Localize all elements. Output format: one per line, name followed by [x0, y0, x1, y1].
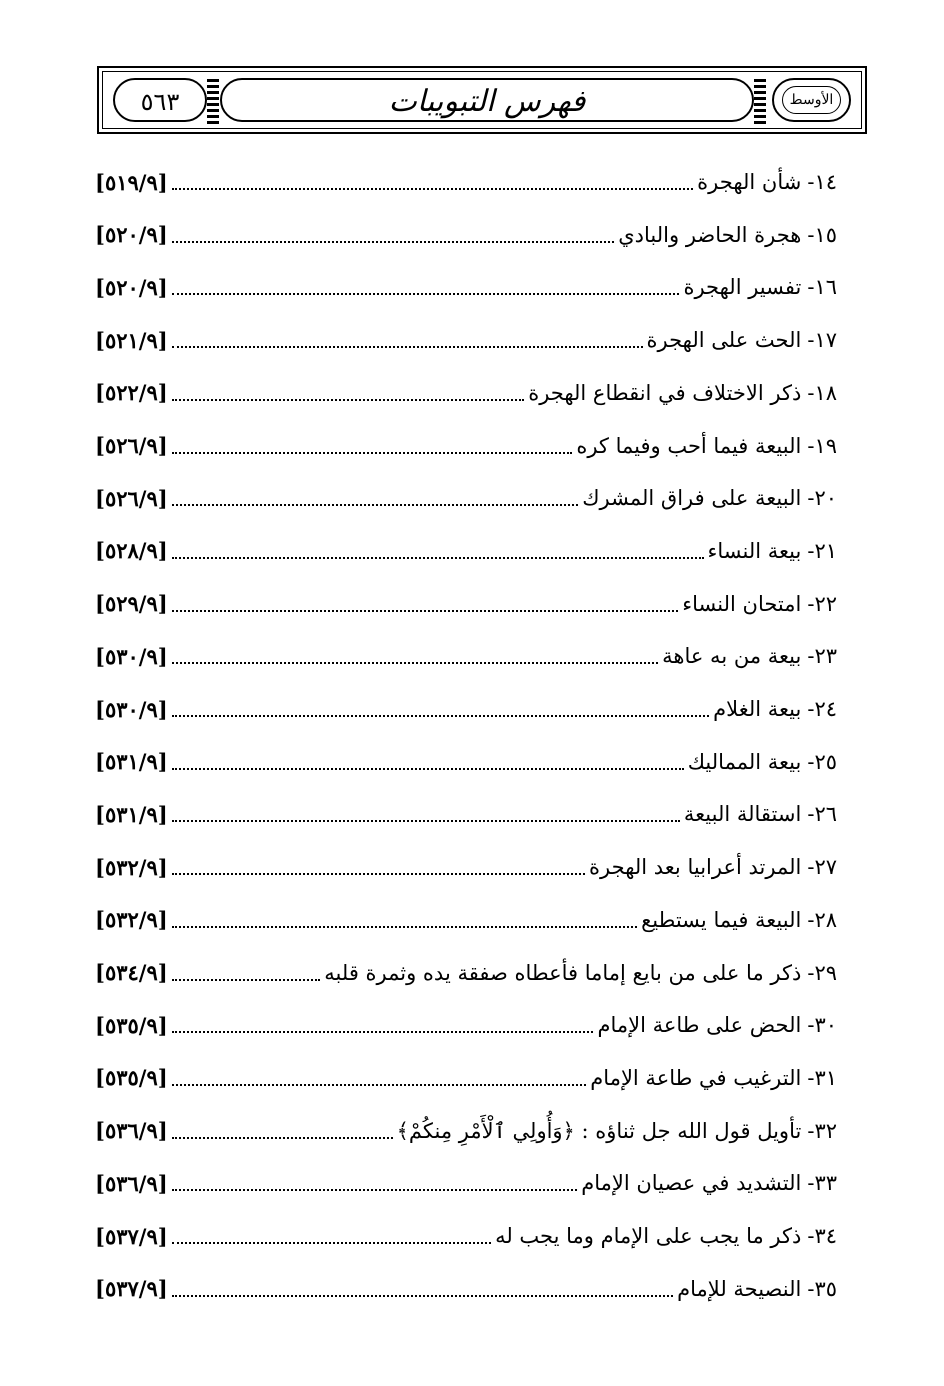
ornament-divider-right	[754, 76, 766, 124]
toc-entry	[95, 587, 837, 621]
entry-number: ٢٨-	[807, 907, 837, 932]
dot-leader	[172, 768, 684, 770]
entry-number: ٢٦-	[807, 802, 837, 827]
logo-cartouche	[772, 78, 851, 122]
entry-title: ذكر الاختلاف في انقطاع الهجرة	[528, 380, 802, 405]
entry-number: ١٦-	[807, 275, 837, 300]
running-title: فهرس التبويبات	[388, 84, 586, 119]
toc-entry	[95, 534, 837, 568]
toc-entry	[95, 745, 837, 779]
dot-leader	[172, 979, 321, 981]
dot-leader	[172, 926, 637, 928]
entry-title: البيعة على فراق المشرك	[582, 486, 802, 511]
page-number: ٥٦٣	[140, 88, 180, 116]
entry-reference: [٥٣٠/٩]	[95, 643, 168, 669]
entry-reference: [٥٢٠/٩]	[95, 274, 168, 300]
toc-entry	[95, 1008, 837, 1042]
page-header	[97, 66, 867, 134]
entry-number: ٢٥-	[807, 749, 837, 774]
dot-leader	[172, 820, 680, 822]
entry-title: المرتد أعرابيا بعد الهجرة	[589, 855, 802, 880]
entry-reference: [٥٣٢/٩]	[95, 854, 168, 880]
entry-title: شأن الهجرة	[697, 170, 802, 194]
toc-entry	[95, 797, 837, 831]
page-number-cartouche	[113, 78, 207, 122]
title-cartouche	[220, 78, 754, 122]
entry-title: البيعة فيما أحب وفيما كره	[576, 433, 802, 458]
entry-reference: [٥٢٠/٩]	[95, 222, 168, 248]
entry-number: ٣٠-	[807, 1013, 837, 1038]
ornament-divider-left	[207, 76, 219, 124]
toc-entry	[95, 639, 837, 673]
entry-reference: [٥٣٥/٩]	[95, 1012, 168, 1038]
dot-leader	[172, 610, 679, 612]
dot-leader	[172, 557, 704, 559]
entry-reference: [٥١٩/٩]	[95, 169, 168, 195]
entry-title: تأويل قول الله جل ثناؤه : ﴿وَأُولِي ٱلْأَمْرِ مِنكُمْ﴾	[396, 1118, 802, 1143]
entry-title: الترغيب في طاعة الإمام	[590, 1065, 802, 1090]
toc-entry	[95, 850, 837, 884]
dot-leader	[172, 1242, 491, 1244]
entry-reference: [٥٢٦/٩]	[95, 433, 168, 458]
entry-number: ٢٢-	[807, 591, 837, 616]
toc-entry	[95, 1114, 837, 1148]
header-inner-frame	[102, 71, 862, 129]
entry-reference: [٥٣١/٩]	[95, 749, 168, 775]
entry-number: ١٤-	[807, 170, 837, 194]
entry-reference: [٥٣٢/٩]	[95, 907, 168, 933]
toc-entry	[95, 376, 837, 410]
entry-reference: [٥٢٦/٩]	[95, 485, 168, 511]
entry-number: ٢٧-	[807, 855, 837, 880]
toc-entry	[95, 165, 837, 199]
dot-leader	[172, 452, 573, 454]
dot-leader	[172, 662, 658, 664]
toc-entry	[95, 270, 837, 304]
entry-reference: [٥٣٧/٩]	[95, 1223, 168, 1249]
entry-number: ٢٩-	[807, 960, 837, 985]
entry-number: ١٧-	[807, 328, 837, 353]
toc-entry	[95, 1061, 837, 1095]
dot-leader	[172, 399, 525, 401]
dot-leader	[172, 1084, 587, 1086]
entry-reference: [٥٢٩/٩]	[95, 591, 168, 617]
dot-leader	[172, 188, 694, 190]
entry-reference: [٥٣٥/٩]	[95, 1065, 168, 1091]
entry-reference: [٥٣١/٩]	[95, 801, 168, 827]
entry-title: بيعة النساء	[707, 538, 802, 563]
toc-entry	[95, 323, 837, 357]
entry-number: ٢٠-	[807, 486, 837, 511]
entry-title: بيعة الغلام	[713, 697, 802, 721]
entry-number: ٣٤-	[807, 1224, 837, 1248]
entry-title: ذكر ما على من بايع إماما فأعطاه صفقة يده وثمرة قلبه	[324, 960, 802, 985]
entry-number: ٢٣-	[807, 644, 837, 669]
entry-reference: [٥٢٨/٩]	[95, 538, 168, 564]
entry-number: ٣٢-	[807, 1118, 837, 1143]
dot-leader	[172, 504, 579, 506]
entry-title: بيعة المماليك	[687, 749, 802, 774]
entry-title: البيعة فيما يستطيع	[641, 907, 802, 932]
dot-leader	[172, 1137, 393, 1139]
dot-leader	[172, 241, 615, 243]
entry-reference: [٥٢١/٩]	[95, 327, 168, 353]
toc-entry	[95, 956, 837, 990]
dot-leader	[172, 715, 710, 717]
entry-reference: [٥٣٠/٩]	[95, 696, 168, 722]
entry-number: ٣٥-	[807, 1276, 837, 1301]
entry-number: ١٥-	[807, 222, 837, 247]
entry-number: ٢١-	[807, 538, 837, 563]
dot-leader	[172, 293, 680, 295]
entry-title: التشديد في عصيان الإمام	[581, 1171, 802, 1196]
entry-reference: [٥٣٦/٩]	[95, 1118, 168, 1144]
dot-leader	[172, 1295, 673, 1297]
dot-leader	[172, 1189, 578, 1191]
dot-leader	[172, 873, 585, 875]
toc-entry	[95, 903, 837, 937]
entry-number: ١٩-	[807, 433, 837, 458]
entry-title: بيعة من به عاهة	[662, 644, 802, 669]
dot-leader	[172, 346, 643, 348]
dot-leader	[172, 1031, 594, 1033]
entry-reference: [٥٣٤/٩]	[95, 960, 168, 985]
entry-title: ذكر ما يجب على الإمام وما يجب له	[495, 1224, 802, 1248]
book-logo: الأوسط	[782, 86, 841, 114]
entry-reference: [٥٣٧/٩]	[95, 1276, 168, 1302]
toc-entry	[95, 218, 837, 252]
entry-reference: [٥٣٦/٩]	[95, 1170, 168, 1196]
entry-title: استقالة البيعة	[683, 802, 802, 827]
entry-reference: [٥٢٢/٩]	[95, 380, 168, 406]
entry-title: الحض على طاعة الإمام	[597, 1013, 802, 1038]
entry-number: ٢٤-	[807, 697, 837, 721]
toc-entry	[95, 429, 837, 463]
entry-number: ١٨-	[807, 380, 837, 405]
entry-number: ٣١-	[807, 1065, 837, 1090]
entry-title: الحث على الهجرة	[646, 328, 802, 353]
entry-title: هجرة الحاضر والبادي	[618, 222, 802, 247]
entry-number: ٣٣-	[807, 1171, 837, 1196]
toc-entry	[95, 1272, 837, 1306]
toc-entry	[95, 692, 837, 726]
entry-title: امتحان النساء	[682, 591, 802, 616]
toc-entry	[95, 1219, 837, 1253]
toc-entry	[95, 1166, 837, 1200]
entry-title: النصيحة للإمام	[677, 1276, 802, 1301]
toc-entry	[95, 481, 837, 515]
entry-title: تفسير الهجرة	[683, 275, 802, 300]
